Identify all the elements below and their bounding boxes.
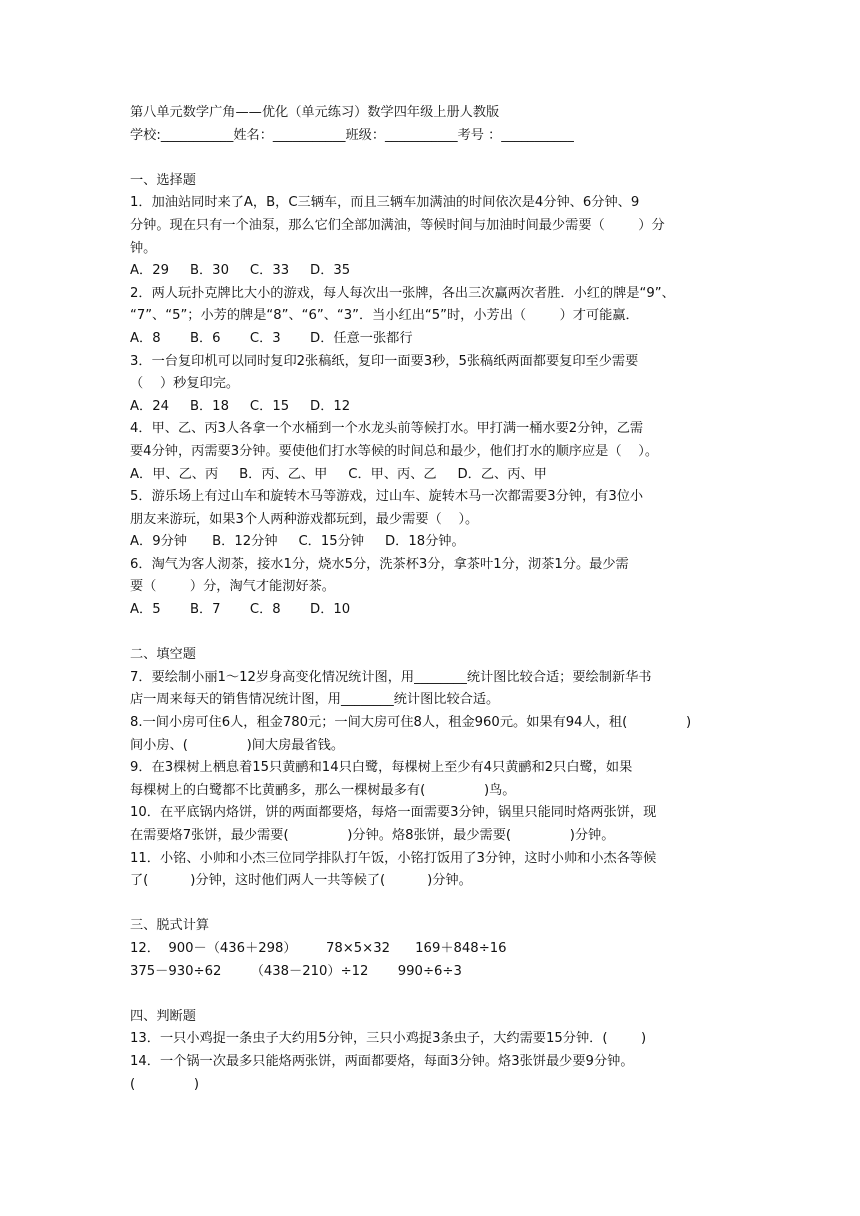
question-line: 朋友来游玩，如果3个人两种游戏都玩到，最少需要（ ）。 — [130, 511, 479, 527]
section-heading-fill-in: 二、填空题 — [130, 647, 196, 663]
answer-options: A．甲、乙、丙 B．丙、乙、甲 C．甲、丙、乙 D．乙、丙、甲 — [130, 466, 547, 482]
document-title: 第八单元数学广角——优化（单元练习）数学四年级上册人教版 — [130, 105, 500, 120]
answer-options: A．24 B．18 C．15 D．12 — [130, 398, 351, 414]
student-info-line: 学校:___________姓名：___________班级：___________考号 ：___________ — [130, 127, 574, 143]
document-page — [130, 102, 734, 1096]
spacer — [130, 622, 734, 645]
question-line: 分钟。现在只有一个油泵，那么它们全部加满油，等候时间与加油时间最少需要（ ）分 — [130, 217, 665, 233]
question-line: 3．一台复印机可以同时复印2张稿纸，复印一面要3秒，5张稿纸两面都要复印至少需要 — [130, 353, 639, 369]
answer-options: A．5 B．7 C．8 D．10 — [130, 602, 351, 618]
question-line: 11．小铭、小帅和小杰三位同学排队打午饭，小铭打饭用了3分钟，这时小帅和小杰各等候 — [130, 850, 657, 866]
calculation-line: 12． 900－（436＋298） 78×5×32 169＋848÷16 — [130, 940, 507, 956]
question-line: 间小房、( )间大房最省钱。 — [130, 737, 345, 753]
question-line: 了( )分钟，这时他们两人一共等候了( )分钟。 — [130, 873, 472, 889]
question-line: 6．淘气为客人沏茶，接水1分，烧水5分，洗茶杯3分，拿茶叶1分，沏茶1分。最少需 — [130, 556, 629, 572]
question-line: 14．一个锅一次最多只能烙两张饼，两面都要烙，每面3分钟。烙3张饼最少要9分钟。 — [130, 1053, 634, 1069]
answer-options: A．9分钟 B．12分钟 C．15分钟 D．18分钟。 — [130, 534, 465, 550]
question-line: 在需要烙7张饼，最少需要( )分钟。烙8张饼，最少需要( )分钟。 — [130, 828, 615, 843]
question-line: 4．甲、乙、丙3人各拿一个水桶到一个水龙头前等候打水。甲打满一桶水要2分钟，乙需 — [130, 421, 644, 437]
question-line: 7．要绘制小丽1～12岁身高变化情况统计图，用________统计图比较合适；要绘制新华书 — [130, 669, 652, 685]
question-line: 1．加油站同时来了A，B，C三辆车，而且三辆车加满油的时间依次是4分钟、6分钟、9 — [130, 195, 640, 211]
question-line: ( ) — [130, 1076, 199, 1092]
calculation-line: 375－930÷62 （438－210）÷12 990÷6÷3 — [130, 963, 462, 979]
question-line: 要（ ）分，淘气才能沏好茶。 — [130, 579, 335, 595]
section-heading-choice: 一、选择题 — [130, 172, 196, 188]
question-line: 13．一只小鸡捉一条虫子大约用5分钟，三只小鸡捉3条虫子，大约需要15分钟．( ) — [130, 1031, 647, 1047]
question-line: 10．在平底锅内烙饼，饼的两面都要烙，每烙一面需要3分钟，锅里只能同时烙两张饼，现 — [130, 805, 657, 821]
question-line: “7”、“5”；小芳的牌是“8”、“6”、“3”．当小红出“5”时，小芳出（ ）才可能赢． — [130, 308, 639, 324]
question-line: 8.一间小房可住6人，租金780元；一间大房可住8人，租金960元。如果有94人，租( ) — [130, 715, 692, 731]
spacer — [130, 983, 734, 1006]
question-line: 每棵树上的白鹭都不比黄鹂多，那么一棵树最多有( )鸟。 — [130, 782, 516, 798]
answer-options: A．29 B．30 C．33 D．35 — [130, 263, 351, 279]
question-line: 2．两人玩扑克牌比大小的游戏，每人每次出一张牌，各出三次赢两次者胜．小红的牌是“9”、 — [130, 285, 675, 301]
question-line: 5．游乐场上有过山车和旋转木马等游戏，过山车、旋转木马一次都需要3分钟，有3位小 — [130, 489, 644, 505]
answer-options: A．8 B．6 C．3 D．任意一张都行 — [130, 330, 413, 346]
question-line: 9．在3棵树上栖息着15只黄鹂和14只白鹭，每棵树上至少有4只黄鹂和2只白鹭，如果 — [130, 760, 633, 776]
question-line: 钟。 — [130, 240, 157, 256]
section-heading-calculation: 三、脱式计算 — [130, 918, 210, 934]
question-line: 要4分钟，丙需要3分钟。要使他们打水等候的时间总和最少，他们打水的顺序应是（ ）。 — [130, 443, 659, 459]
section-heading-true-false: 四、判断题 — [130, 1008, 196, 1024]
spacer — [130, 893, 734, 916]
question-line: （ ）秒复印完。 — [130, 376, 240, 392]
spacer — [130, 147, 734, 170]
question-line: 店一周来每天的销售情况统计图，用________统计图比较合适。 — [130, 692, 500, 708]
